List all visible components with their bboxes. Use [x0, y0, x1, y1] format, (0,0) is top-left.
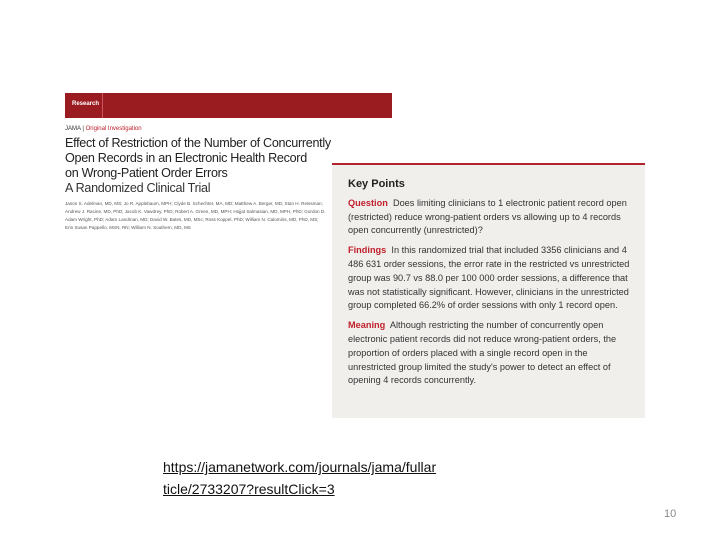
findings-text: In this randomized trial that included 3356 clinicians and 4 486 631 order sessions, the error rate in the restricted vs unrestricted group was 90.7 vs 88.0 per 100 000 order sessions, a difference that was not statistically significant. However, clinicians in the unrestricted group completed 66.2% of order sessions with only 1 record open. [348, 245, 630, 311]
article-title [65, 136, 331, 196]
question-label: Question [348, 197, 388, 208]
question-text: Does limiting clinicians to 1 electronic patient record open (restricted) reduce wrong-patient orders vs allowing up to 4 records open concurrently (unrestricted)? [348, 197, 627, 236]
key-points-box [332, 163, 645, 418]
page-number: 10 [664, 508, 677, 520]
separator: | [82, 126, 84, 132]
link-line-2[interactable]: ticle/2733207?resultClick=3 [163, 481, 335, 497]
title-line: Open Records in an Electronic Health Record [65, 151, 307, 165]
authors: Jason S. Adelman, MD, MS; Jo R. Applebaum, MPH; Clyde B. Schechter, MA, MD; Matthew A. Berger, MD; Stan H. Reissman; Andrew J. Racine, MD, PhD; Jacob K. Vawdrey, PhD; Robert A. Green, MD, MPH; Hojjat Salmasian, MD, MPH, PhD; Gordon D. Adam Wright, PhD; Adam Landman, MD; David W. Bates, MD, MSc; Ross Koppel, PhD; William N. Calomiris, MD, PhD, MS; Erin Susan Pappello, MSN, RN; William N. Southern, MD, MS [65, 201, 326, 230]
article-subtitle: A Randomized Clinical Trial [65, 181, 211, 195]
meaning-text: Although restricting the number of concurrently open electronic patient records did not reduce wrong-patient orders, the proportion of orders placed with a single record open in the unrestricted group limited the study's power to detect an effect of opening 4 records concurrently. [348, 320, 617, 386]
article-type: Original Investigation [85, 126, 142, 132]
key-points-heading: Key Points [348, 178, 405, 190]
title-line: on Wrong-Patient Order Errors [65, 166, 228, 180]
findings-label: Findings [348, 245, 387, 256]
banner-divider [102, 93, 103, 118]
section-label: Research [72, 101, 100, 107]
link-line-1[interactable]: https://jamanetwork.com/journals/jama/fullar [163, 459, 437, 475]
article-link[interactable] [163, 456, 436, 500]
journal-line [65, 126, 142, 132]
meaning-label: Meaning [348, 320, 386, 331]
journal-name: JAMA [65, 126, 81, 132]
meaning-section [348, 319, 630, 388]
findings-section [348, 244, 630, 313]
section-banner [65, 93, 392, 118]
title-line: Effect of Restriction of the Number of Concurrently [65, 136, 331, 150]
question-section [348, 197, 630, 238]
